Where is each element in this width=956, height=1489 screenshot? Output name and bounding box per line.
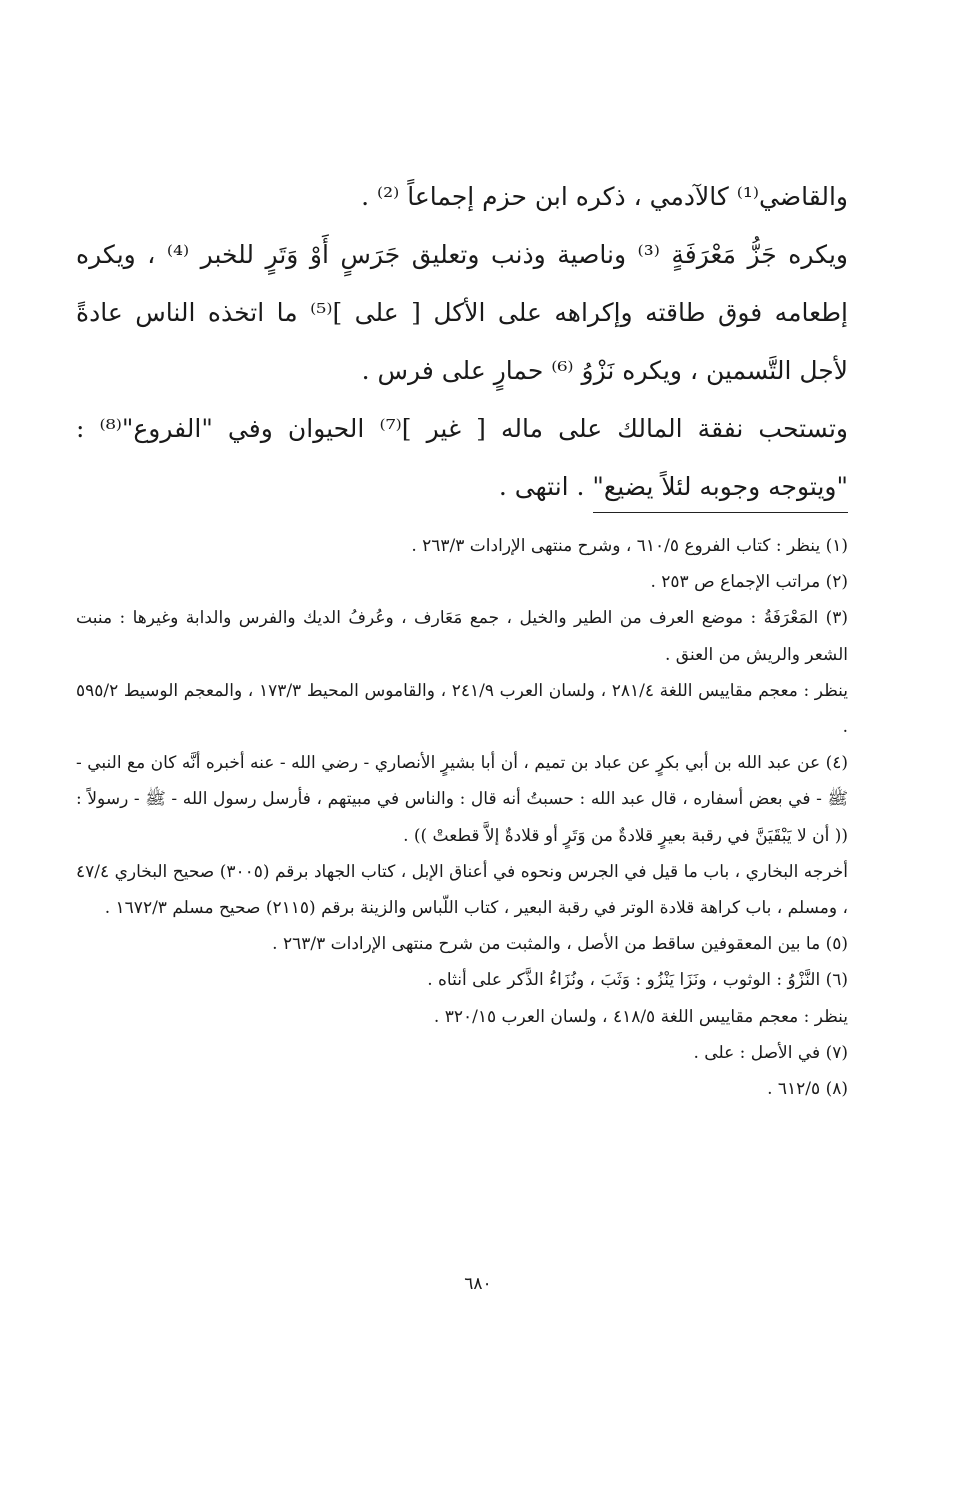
footnote-4-reference: أخرجه البخاري ، باب ما قيل في الجرس ونحوه في أعناق الإبل ، كتاب الجهاد برقم (٣٠٠٥) صحيح البخاري ٤٧/٤ ، ومسلم ، باب كراهة قلادة الوتر في رقبة البعير ، كتاب اللّباس والزينة برقم (٢١١٥) صحيح مسلم ١٦٧٢/٣ . [76,861,849,919]
footnote-6-reference: ينظر : معجم مقاييس اللغة ٤١٨/٥ ، ولسان العرب ٣٢٠/١٥ . [433,1006,848,1027]
footnote-7: (٧) في الأصل : على . [693,1042,848,1063]
footnote-3-reference: ينظر : معجم مقاييس اللغة ٢٨١/٤ ، ولسان العرب ٢٤١/٩ ، والقاموس المحيط ١٧٣/٣ ، والمعجم الوسيط ٥٩٥/٢ . [76,680,848,738]
paragraph-3: وتستحب نفقة المالك على ماله [ غير ]⁽⁷⁾ الحيوان وفي "الفروع"⁽⁸⁾ : "ويتوجه وجوبه لئلاً يضيع" . انتهى . [76,414,848,501]
footnote-4: (٤) عن عبد الله بن أبي بكرٍ عن عباد بن تميم ، أن أبا بشيرٍ الأنصاري - رضي الله - عنه أخبره أنَّه كان مع النبي - ﷺ - في بعض أسفاره ، قال عبد الله : حسبتُ أنه قال : والناس في مبيتهم ، فأرسل رسول الله - ﷺ - رسولاً : (( أن لا يَبْقَيَنَّ في رقبة بعيرٍ قلادةٌ من وَتَرٍ أو قلادةٌ إلاَّ قطعتْ )) . [76,753,848,846]
page-number: ٦٨٠ [464,1274,492,1294]
footnotes [76,528,848,1107]
footnote-6: (٦) النَّزْوُ : الوثوب ، ونَزَا يَنْزُو : وَثَبَ ، ونُزَاءُ الذَّكر على أنثاه . [427,970,848,991]
paragraph-2: ويكره جَزُّ مَعْرَفَةٍ ⁽³⁾ وناصية وذنب وتعليق جَرَسٍ أَوْ وَتَرٍ للخبر ⁽⁴⁾ ، ويكره إطعامه فوق طاقته وإكراهه على الأكل [ على ]⁽⁵⁾ ما اتخذه الناس عادةً لأجل التَّسمين ، ويكره نَزْوُ ⁽⁶⁾ حمارٍ على فرس . [76,240,848,385]
footnote-2: (٢) مراتب الإجماع ص ٢٥٣ . [650,572,848,593]
footnote-1: (١) ينظر : كتاب الفروع ٦١٠/٥ ، وشرح منتهى الإرادات ٢٦٣/٣ . [411,536,848,556]
main-text [76,168,848,516]
paragraph-1: والقاضي⁽¹⁾ كالآدمي ، ذكره ابن حزم إجماعاً ⁽²⁾ . [361,182,848,211]
footnote-divider [593,512,848,513]
footnote-5: (٥) ما بين المعقوفين ساقط من الأصل ، والمثبت من شرح منتهى الإرادات ٢٦٣/٣ . [272,934,848,955]
footnote-3: (٣) المَعْرَفَةُ : موضع العرف من الطير والخيل ، جمع مَعَارف ، وعُرفُ الديك والفرس والدابة وغيرها : منبت الشعر والريش من العنق . [76,608,848,665]
footnote-8: (٨) ٦١٢/٥ . [767,1079,848,1100]
